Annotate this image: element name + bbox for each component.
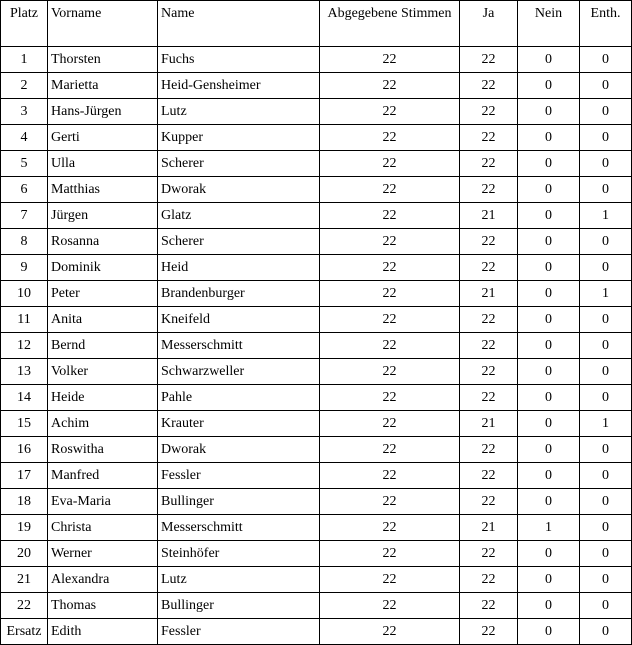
table-row <box>1 307 632 333</box>
cell-vorname: Rosanna <box>48 229 158 255</box>
cell-platz: 2 <box>1 73 48 99</box>
cell-vorname: Edith <box>48 619 158 645</box>
cell-nein: 0 <box>518 99 580 125</box>
cell-vorname: Anita <box>48 307 158 333</box>
cell-enth: 0 <box>580 463 632 489</box>
cell-ja: 22 <box>460 125 518 151</box>
cell-platz: 4 <box>1 125 48 151</box>
cell-abgegebene-stimmen: 22 <box>320 385 460 411</box>
table-row <box>1 411 632 437</box>
header-enth: Enth. <box>580 1 632 47</box>
cell-enth: 1 <box>580 203 632 229</box>
table-header <box>1 1 632 47</box>
table-row <box>1 281 632 307</box>
cell-abgegebene-stimmen: 22 <box>320 359 460 385</box>
cell-ja: 22 <box>460 385 518 411</box>
cell-ja: 22 <box>460 229 518 255</box>
cell-enth: 0 <box>580 125 632 151</box>
cell-name: Scherer <box>158 229 320 255</box>
cell-nein: 0 <box>518 385 580 411</box>
cell-vorname: Dominik <box>48 255 158 281</box>
cell-name: Lutz <box>158 99 320 125</box>
cell-nein: 1 <box>518 515 580 541</box>
cell-name: Schwarzweller <box>158 359 320 385</box>
cell-enth: 0 <box>580 47 632 73</box>
cell-ja: 22 <box>460 437 518 463</box>
cell-abgegebene-stimmen: 22 <box>320 203 460 229</box>
cell-ja: 21 <box>460 515 518 541</box>
cell-enth: 1 <box>580 411 632 437</box>
cell-abgegebene-stimmen: 22 <box>320 593 460 619</box>
table-row <box>1 489 632 515</box>
cell-abgegebene-stimmen: 22 <box>320 229 460 255</box>
cell-ja: 22 <box>460 541 518 567</box>
cell-platz: 13 <box>1 359 48 385</box>
cell-name: Heid <box>158 255 320 281</box>
cell-nein: 0 <box>518 229 580 255</box>
cell-platz: 16 <box>1 437 48 463</box>
cell-ja: 22 <box>460 593 518 619</box>
cell-name: Bullinger <box>158 593 320 619</box>
cell-enth: 0 <box>580 489 632 515</box>
table-row <box>1 541 632 567</box>
cell-vorname: Marietta <box>48 73 158 99</box>
table-row <box>1 229 632 255</box>
table-row <box>1 359 632 385</box>
cell-enth: 0 <box>580 515 632 541</box>
cell-vorname: Heide <box>48 385 158 411</box>
cell-vorname: Hans-Jürgen <box>48 99 158 125</box>
cell-platz: 17 <box>1 463 48 489</box>
cell-name: Messerschmitt <box>158 515 320 541</box>
cell-nein: 0 <box>518 437 580 463</box>
cell-name: Krauter <box>158 411 320 437</box>
cell-name: Fessler <box>158 463 320 489</box>
cell-vorname: Achim <box>48 411 158 437</box>
cell-enth: 0 <box>580 541 632 567</box>
header-name: Name <box>158 1 320 47</box>
cell-abgegebene-stimmen: 22 <box>320 619 460 645</box>
cell-vorname: Thomas <box>48 593 158 619</box>
cell-platz: 5 <box>1 151 48 177</box>
cell-nein: 0 <box>518 359 580 385</box>
cell-ja: 22 <box>460 463 518 489</box>
cell-ja: 22 <box>460 47 518 73</box>
table-row <box>1 567 632 593</box>
cell-enth: 0 <box>580 437 632 463</box>
table-row <box>1 125 632 151</box>
cell-name: Dworak <box>158 177 320 203</box>
cell-abgegebene-stimmen: 22 <box>320 73 460 99</box>
table-row <box>1 515 632 541</box>
cell-nein: 0 <box>518 307 580 333</box>
table-row <box>1 437 632 463</box>
header-abgegebene-stimmen: Abgegebene Stimmen <box>320 1 460 47</box>
cell-platz: 9 <box>1 255 48 281</box>
cell-nein: 0 <box>518 255 580 281</box>
cell-nein: 0 <box>518 203 580 229</box>
cell-name: Kupper <box>158 125 320 151</box>
table-row <box>1 73 632 99</box>
cell-abgegebene-stimmen: 22 <box>320 281 460 307</box>
cell-nein: 0 <box>518 567 580 593</box>
cell-ja: 22 <box>460 177 518 203</box>
cell-ja: 21 <box>460 411 518 437</box>
cell-ja: 22 <box>460 307 518 333</box>
cell-platz: 20 <box>1 541 48 567</box>
cell-name: Bullinger <box>158 489 320 515</box>
cell-enth: 0 <box>580 307 632 333</box>
cell-platz: 3 <box>1 99 48 125</box>
cell-abgegebene-stimmen: 22 <box>320 541 460 567</box>
cell-nein: 0 <box>518 125 580 151</box>
table-row <box>1 593 632 619</box>
header-row <box>1 1 632 47</box>
cell-platz: 10 <box>1 281 48 307</box>
cell-enth: 0 <box>580 99 632 125</box>
cell-abgegebene-stimmen: 22 <box>320 125 460 151</box>
cell-name: Pahle <box>158 385 320 411</box>
cell-abgegebene-stimmen: 22 <box>320 177 460 203</box>
cell-vorname: Gerti <box>48 125 158 151</box>
cell-nein: 0 <box>518 333 580 359</box>
cell-platz: 19 <box>1 515 48 541</box>
cell-vorname: Volker <box>48 359 158 385</box>
cell-ja: 21 <box>460 281 518 307</box>
cell-platz: 18 <box>1 489 48 515</box>
table-row <box>1 47 632 73</box>
cell-abgegebene-stimmen: 22 <box>320 515 460 541</box>
table-row <box>1 177 632 203</box>
cell-name: Fuchs <box>158 47 320 73</box>
cell-nein: 0 <box>518 489 580 515</box>
cell-ja: 22 <box>460 359 518 385</box>
cell-abgegebene-stimmen: 22 <box>320 567 460 593</box>
cell-ja: 22 <box>460 151 518 177</box>
cell-nein: 0 <box>518 593 580 619</box>
cell-platz: 12 <box>1 333 48 359</box>
table-row <box>1 619 632 645</box>
cell-vorname: Roswitha <box>48 437 158 463</box>
table-row <box>1 255 632 281</box>
cell-platz: 11 <box>1 307 48 333</box>
cell-abgegebene-stimmen: 22 <box>320 333 460 359</box>
cell-vorname: Ulla <box>48 151 158 177</box>
cell-vorname: Werner <box>48 541 158 567</box>
cell-vorname: Thorsten <box>48 47 158 73</box>
cell-abgegebene-stimmen: 22 <box>320 437 460 463</box>
cell-name: Steinhöfer <box>158 541 320 567</box>
cell-enth: 0 <box>580 567 632 593</box>
cell-abgegebene-stimmen: 22 <box>320 489 460 515</box>
cell-platz: 7 <box>1 203 48 229</box>
cell-platz: 1 <box>1 47 48 73</box>
cell-name: Scherer <box>158 151 320 177</box>
cell-abgegebene-stimmen: 22 <box>320 151 460 177</box>
header-ja: Ja <box>460 1 518 47</box>
cell-abgegebene-stimmen: 22 <box>320 463 460 489</box>
cell-abgegebene-stimmen: 22 <box>320 99 460 125</box>
cell-vorname: Christa <box>48 515 158 541</box>
cell-name: Heid-Gensheimer <box>158 73 320 99</box>
table-row <box>1 463 632 489</box>
cell-ja: 22 <box>460 489 518 515</box>
cell-abgegebene-stimmen: 22 <box>320 307 460 333</box>
cell-enth: 0 <box>580 619 632 645</box>
header-vorname: Vorname <box>48 1 158 47</box>
cell-enth: 0 <box>580 177 632 203</box>
cell-nein: 0 <box>518 463 580 489</box>
cell-name: Messerschmitt <box>158 333 320 359</box>
cell-ja: 22 <box>460 619 518 645</box>
cell-enth: 1 <box>580 281 632 307</box>
cell-name: Brandenburger <box>158 281 320 307</box>
cell-ja: 22 <box>460 73 518 99</box>
cell-name: Fessler <box>158 619 320 645</box>
header-nein: Nein <box>518 1 580 47</box>
cell-name: Dworak <box>158 437 320 463</box>
cell-name: Kneifeld <box>158 307 320 333</box>
cell-vorname: Jürgen <box>48 203 158 229</box>
cell-platz: 6 <box>1 177 48 203</box>
cell-platz: 8 <box>1 229 48 255</box>
cell-enth: 0 <box>580 151 632 177</box>
cell-ja: 21 <box>460 203 518 229</box>
cell-enth: 0 <box>580 385 632 411</box>
cell-enth: 0 <box>580 73 632 99</box>
cell-ja: 22 <box>460 333 518 359</box>
cell-nein: 0 <box>518 73 580 99</box>
cell-nein: 0 <box>518 151 580 177</box>
cell-ja: 22 <box>460 567 518 593</box>
cell-abgegebene-stimmen: 22 <box>320 411 460 437</box>
table-row <box>1 99 632 125</box>
cell-enth: 0 <box>580 229 632 255</box>
cell-vorname: Eva-Maria <box>48 489 158 515</box>
cell-abgegebene-stimmen: 22 <box>320 255 460 281</box>
cell-nein: 0 <box>518 47 580 73</box>
cell-nein: 0 <box>518 281 580 307</box>
cell-vorname: Matthias <box>48 177 158 203</box>
cell-vorname: Peter <box>48 281 158 307</box>
cell-platz: 14 <box>1 385 48 411</box>
header-platz: Platz <box>1 1 48 47</box>
cell-platz: 21 <box>1 567 48 593</box>
cell-name: Glatz <box>158 203 320 229</box>
cell-abgegebene-stimmen: 22 <box>320 47 460 73</box>
cell-nein: 0 <box>518 177 580 203</box>
table-row <box>1 385 632 411</box>
cell-nein: 0 <box>518 411 580 437</box>
cell-enth: 0 <box>580 333 632 359</box>
table-body <box>1 47 632 645</box>
cell-platz: 22 <box>1 593 48 619</box>
cell-vorname: Alexandra <box>48 567 158 593</box>
cell-nein: 0 <box>518 619 580 645</box>
cell-enth: 0 <box>580 593 632 619</box>
table-row <box>1 333 632 359</box>
cell-ja: 22 <box>460 255 518 281</box>
cell-vorname: Manfred <box>48 463 158 489</box>
cell-name: Lutz <box>158 567 320 593</box>
cell-ja: 22 <box>460 99 518 125</box>
cell-platz: 15 <box>1 411 48 437</box>
table-row <box>1 151 632 177</box>
cell-nein: 0 <box>518 541 580 567</box>
cell-platz: Ersatz <box>1 619 48 645</box>
cell-vorname: Bernd <box>48 333 158 359</box>
cell-enth: 0 <box>580 255 632 281</box>
cell-enth: 0 <box>580 359 632 385</box>
table-row <box>1 203 632 229</box>
